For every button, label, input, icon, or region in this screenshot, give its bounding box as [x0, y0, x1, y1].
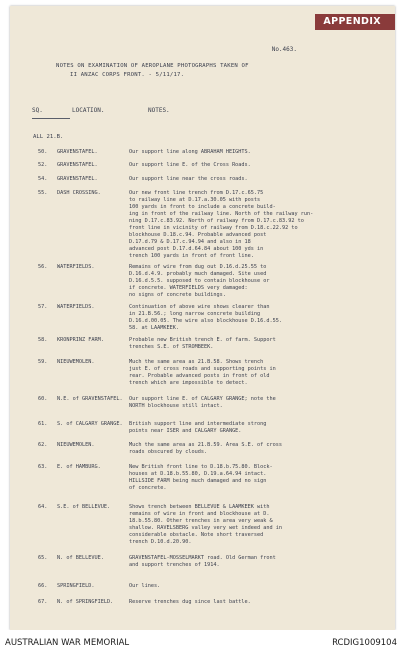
entry-notes: Much the same area as 21.B.59. Area S.E. of cross roads obscured by clouds.	[129, 442, 283, 455]
entry-location: E. of HAMBURG.	[57, 464, 101, 470]
entry-location: N. of BELLEVUE.	[57, 555, 104, 561]
entry-number: 67.	[38, 599, 48, 605]
appendix-stamp: APPENDIX	[315, 14, 395, 30]
document-page	[10, 6, 395, 630]
document-title	[56, 62, 356, 80]
entry-notes: Shows trench between BELLEVUE & LAAMKEEK with remains of wire in front and blockhouse at D. 18.b.55.80. Other trenches in area very weak & shallow. RAVELSBERG valley very wet indeed and in considerable obstacle. Note short traversed trench D.10.d.20.90.	[129, 504, 283, 545]
entry-number: 56.	[38, 264, 48, 270]
title-line-1: NOTES ON EXAMINATION OF AEROPLANE PHOTOGRAPHS TAKEN OF	[56, 63, 249, 69]
entry-number: 50.	[38, 149, 48, 155]
entry-notes: Our support line E. of CALGARY GRANGE; note the NORTH blockhouse still intact.	[129, 396, 276, 409]
entry-notes: Our lines.	[129, 583, 161, 589]
entry-location: WATERFIELDS.	[57, 264, 95, 270]
entry-location: KRONPRINZ FARM.	[57, 337, 104, 343]
entry-location: S. of CALGARY GRANGE.	[57, 421, 123, 427]
grid-reference: ALL 21.B.	[33, 134, 64, 140]
entry-location: DASH CROSSING.	[57, 190, 101, 196]
entry-number: 58.	[38, 337, 48, 343]
entry-number: 55.	[38, 190, 48, 196]
archive-name: AUSTRALIAN WAR MEMORIAL	[5, 638, 130, 648]
header-notes: NOTES.	[148, 107, 170, 114]
entry-number: 59.	[38, 359, 48, 365]
entry-location: NIEUWEMOLEN.	[57, 359, 95, 365]
entry-location: SPRINGFIELD.	[57, 583, 95, 589]
header-no: SQ.	[32, 107, 43, 114]
entry-notes: Our support line E. of the Cross Roads.	[129, 162, 251, 168]
entry-number: 66.	[38, 583, 48, 589]
entry-number: 60.	[38, 396, 48, 402]
entry-number: 61.	[38, 421, 48, 427]
entry-notes: New British front line to D.18.b.75.80. Block- houses at D.18.b.55.80, D.19.a.64.94 intact. HILLSIDE FARM being much damaged and no sign of concrete.	[129, 464, 273, 491]
archive-footer	[0, 630, 403, 654]
entry-notes: Remains of wire from dug out D.16.d.25.55 to D.16.d.4.9. probably much damaged. Site used D.16.d.5.5. supposed to contain blockhouse or if concrete. WATERFIELDS very damaged: no signs of concrete buildings.	[129, 264, 270, 298]
entry-number: 63.	[38, 464, 48, 470]
entry-notes: Our support line near the cross roads.	[129, 176, 248, 182]
entry-number: 65.	[38, 555, 48, 561]
entry-location: N.E. of GRAVENSTAFEL.	[57, 396, 123, 402]
entry-notes: Continuation of above wire shows clearer than in 21.B.56.; long narrow concrete building D.16.d.00.05. The wire also blockhouse D.16.d.55. 58. at LAAMKEEK.	[129, 304, 283, 331]
entry-number: 52.	[38, 162, 48, 168]
entry-notes: Much the same area as 21.B.58. Shows trench just E. of cross roads and supporting points in rear. Probable advanced posts in front of old trench which are impossible to detect.	[129, 359, 276, 386]
header-location: LOCATION.	[72, 107, 105, 114]
entry-location: GRAVENSTAFEL.	[57, 162, 98, 168]
title-line-2: II ANZAC CORPS FRONT. - 5/11/17.	[70, 72, 185, 78]
entry-number: 57.	[38, 304, 48, 310]
entry-notes: British support line and intermediate strong points near ISER and CALGARY GRANGE.	[129, 421, 267, 434]
entry-location: N. of SPRINGFIELD.	[57, 599, 114, 605]
entry-number: 64.	[38, 504, 48, 510]
entry-number: 62.	[38, 442, 48, 448]
entry-location: GRAVENSTAFEL.	[57, 176, 98, 182]
entry-notes: Our new front line trench from D.17.c.65.75 to railway line at D.17.a.30.05 with posts 100 yards in front to include a concrete build- ing in front of the railway line. North of the railway run- ning D.17.c.83.92. North of railway from D.17.c.83.92 to front line in vicinity of railway from D.18.c.22.92 to blockhouse D.18.c.94. Probable advanced post D.17.d.79 & D.17.c.94.94 and also in 18 advanced post D.17.d.64.84 about 100 yds in trench 100 yards in front of front line.	[129, 190, 314, 259]
entry-number: 54.	[38, 176, 48, 182]
entry-location: WATERFIELDS.	[57, 304, 95, 310]
entry-notes: Probable new British trench E. of farm. Support trenches S.E. of STROMBEEK.	[129, 337, 276, 350]
entry-location: NIEUWEMOLEN.	[57, 442, 95, 448]
archive-record-id: RCDIG1009104	[332, 638, 397, 648]
entry-notes: GRAVENSTAFEL-MOSSELMARKT road. Old German front and support trenches of 1914.	[129, 555, 276, 568]
document-number: No.463.	[271, 46, 297, 53]
entry-notes: Reserve trenches dug since last battle.	[129, 599, 251, 605]
entry-location: GRAVENSTAFEL.	[57, 149, 98, 155]
entry-location: S.E. of BELLEVUE.	[57, 504, 111, 510]
entry-notes: Our support line along ABRAHAM HEIGHTS.	[129, 149, 251, 155]
header-rule	[32, 118, 70, 119]
